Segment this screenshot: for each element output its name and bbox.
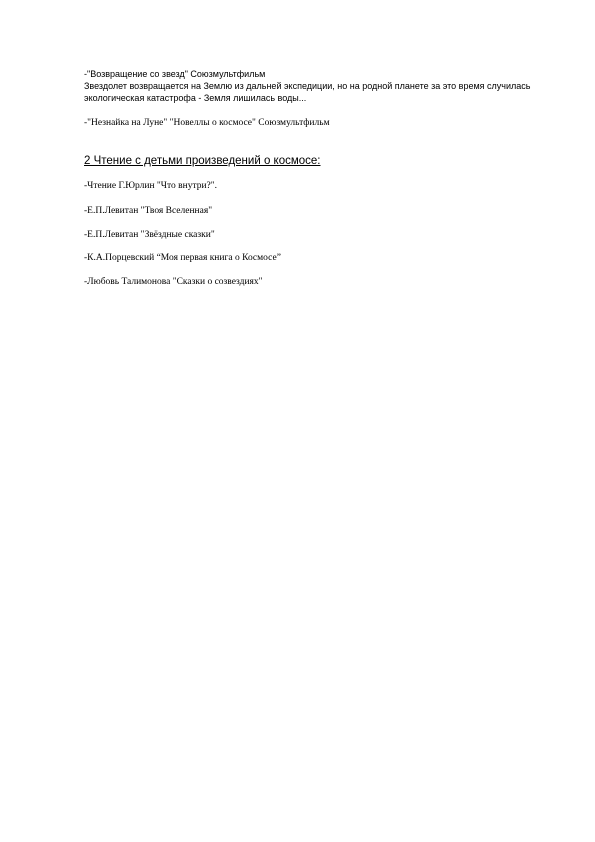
reading-list-item: -Любовь Талимонова "Сказки о созвездиях" <box>84 277 263 287</box>
section-heading-reading: 2 Чтение с детьми произведений о космосе: <box>84 155 321 167</box>
reading-list-item: -Е.П.Левитан "Звёздные сказки" <box>84 230 215 240</box>
film-title-return-from-stars: -"Возвращение со звезд" Союзмультфильм <box>84 69 266 79</box>
reading-list-item: -К.А.Порцевский “Моя первая книга о Космосе” <box>84 253 281 263</box>
reading-list-item: -Чтение Г.Юрлин "Что внутри?". <box>84 181 218 191</box>
film-description-line-1: Звездолет возвращается на Землю из дальней экспедиции, но на родной планете за это время случилась <box>84 81 531 91</box>
film-list-neznayka-novels: -"Незнайка на Луне" "Новеллы о космосе" Союзмультфильм <box>84 118 330 128</box>
reading-list-item: -Е.П.Левитан "Твоя Вселенная" <box>84 206 213 216</box>
film-description-line-2: экологическая катастрофа - Земля лишилась воды... <box>84 93 307 103</box>
